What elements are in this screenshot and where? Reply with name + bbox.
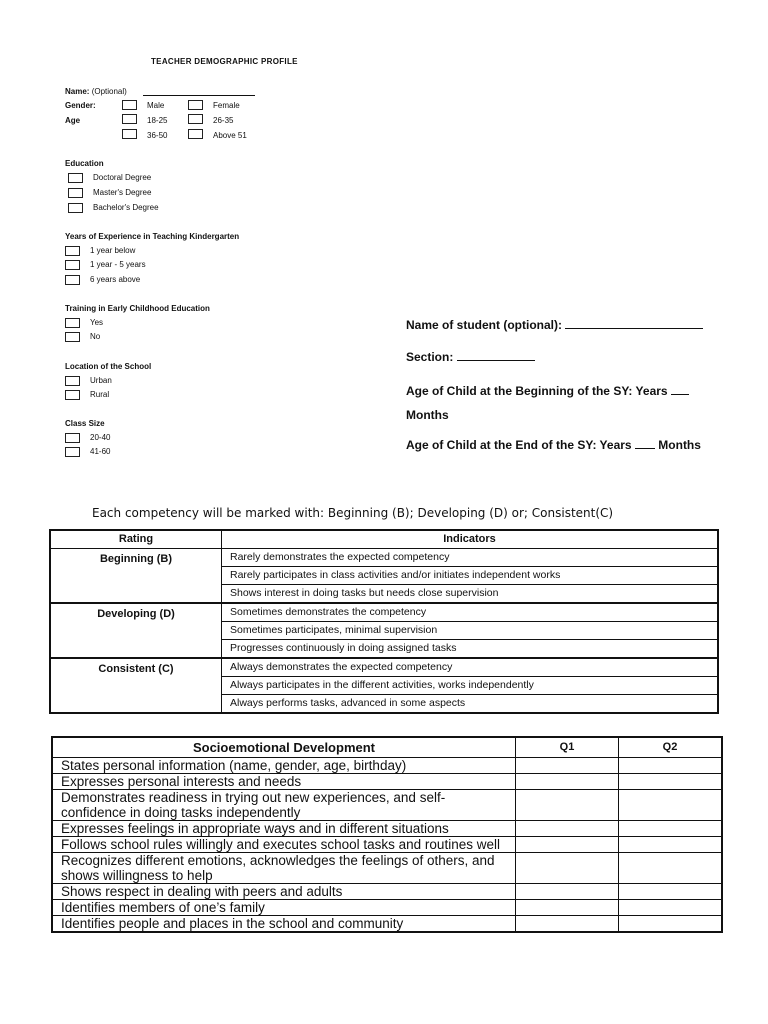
age-begin-label: Age of Child at the Beginning of the SY: Years: [406, 384, 668, 398]
socio-header-row: [52, 737, 722, 758]
checkbox-rural[interactable]: [65, 390, 80, 400]
name-line[interactable]: [143, 95, 255, 96]
label-female: Female: [213, 101, 240, 110]
checkbox-age-18-25[interactable]: [122, 114, 137, 124]
age-end-label: Age of Child at the End of the SY: Years: [406, 438, 632, 452]
label-exp-3: 6 years above: [90, 275, 141, 284]
socio-row: [52, 758, 722, 774]
label-training-yes: Yes: [90, 318, 104, 327]
section-row: [406, 348, 535, 364]
rating-developing: Developing (D): [50, 603, 222, 658]
checkbox-age-36-50[interactable]: [122, 129, 137, 139]
label-age-26-35: 26-35: [213, 116, 234, 125]
label-size-41-60: 41-60: [90, 447, 111, 456]
q1-cell[interactable]: [516, 821, 619, 837]
indicator: Sometimes participates, minimal supervision: [222, 622, 719, 640]
legend-note: Each competency will be marked with: Beginning (B); Developing (D) or; Consistent(C): [92, 506, 614, 520]
indicator: Rarely participates in class activities and/or initiates independent works: [222, 567, 719, 585]
checkbox-size-41-60[interactable]: [65, 447, 80, 457]
indicator: Always demonstrates the expected competency: [222, 658, 719, 677]
rating-row: [50, 658, 718, 677]
age-begin-months: Months: [406, 408, 449, 422]
socio-row: [52, 916, 722, 933]
name-optional: (Optional): [91, 87, 127, 96]
indicator: Rarely demonstrates the expected competency: [222, 549, 719, 567]
checkbox-age-26-35[interactable]: [188, 114, 203, 124]
rating-consistent: Consistent (C): [50, 658, 222, 713]
q1-cell[interactable]: [516, 900, 619, 916]
age-begin-row: [406, 382, 689, 398]
competency: Follows school rules willingly and executes school tasks and routines well: [52, 837, 516, 853]
age-end-years-line[interactable]: [635, 436, 655, 449]
q1-cell[interactable]: [516, 853, 619, 884]
checkbox-bachelors[interactable]: [68, 203, 83, 213]
competency: Demonstrates readiness in trying out new experiences, and self-confidence in doing tasks independently: [52, 790, 516, 821]
q1-cell[interactable]: [516, 916, 619, 933]
label-age-36-50: 36-50: [147, 131, 168, 140]
section-line[interactable]: [457, 348, 535, 361]
label-exp-1: 1 year below: [90, 246, 136, 255]
age-end-months: Months: [658, 438, 701, 452]
q2-cell[interactable]: [619, 916, 723, 933]
label-rural: Rural: [90, 390, 110, 399]
checkbox-female[interactable]: [188, 100, 203, 110]
q2-cell[interactable]: [619, 884, 723, 900]
name-label: Name:: [65, 87, 90, 96]
q2-cell[interactable]: [619, 837, 723, 853]
socio-row: [52, 790, 722, 821]
rating-header-row: [50, 530, 718, 549]
label-male: Male: [147, 101, 165, 110]
competency: Identifies people and places in the school and community: [52, 916, 516, 933]
competency: Recognizes different emotions, acknowledges the feelings of others, and shows willingness to help: [52, 853, 516, 884]
checkbox-age-above-51[interactable]: [188, 129, 203, 139]
indicator: Sometimes demonstrates the competency: [222, 603, 719, 622]
socio-row: [52, 821, 722, 837]
q2-cell[interactable]: [619, 821, 723, 837]
rating-header: Rating: [50, 530, 222, 549]
q2-cell[interactable]: [619, 758, 723, 774]
label-urban: Urban: [90, 376, 112, 385]
indicators-header: Indicators: [222, 530, 719, 549]
q1-cell[interactable]: [516, 884, 619, 900]
training-label: Training in Early Childhood Education: [65, 304, 210, 313]
indicator: Progresses continuously in doing assigned tasks: [222, 640, 719, 659]
student-name-line[interactable]: [565, 316, 703, 329]
age-begin-years-line[interactable]: [671, 382, 689, 395]
rating-beginning: Beginning (B): [50, 549, 222, 604]
checkbox-urban[interactable]: [65, 376, 80, 386]
socio-row: [52, 837, 722, 853]
q1-cell[interactable]: [516, 790, 619, 821]
education-label: Education: [65, 159, 104, 168]
socio-row: [52, 900, 722, 916]
competency: Shows respect in dealing with peers and adults: [52, 884, 516, 900]
socio-row: [52, 884, 722, 900]
q1-cell[interactable]: [516, 758, 619, 774]
q2-cell[interactable]: [619, 790, 723, 821]
checkbox-masters[interactable]: [68, 188, 83, 198]
checkbox-training-yes[interactable]: [65, 318, 80, 328]
label-exp-2: 1 year - 5 years: [90, 260, 146, 269]
q2-header: Q2: [619, 737, 723, 758]
checkbox-doctoral[interactable]: [68, 173, 83, 183]
socio-row: [52, 853, 722, 884]
competency: Expresses personal interests and needs: [52, 774, 516, 790]
name-field: [65, 87, 127, 96]
indicator: Shows interest in doing tasks but needs close supervision: [222, 585, 719, 604]
competency: States personal information (name, gender, age, birthday): [52, 758, 516, 774]
indicator: Always performs tasks, advanced in some aspects: [222, 695, 719, 714]
q1-cell[interactable]: [516, 837, 619, 853]
rating-row: [50, 549, 718, 567]
q1-header: Q1: [516, 737, 619, 758]
checkbox-exp-3[interactable]: [65, 275, 80, 285]
checkbox-male[interactable]: [122, 100, 137, 110]
student-name-label: Name of student (optional):: [406, 318, 562, 332]
section-label: Section:: [406, 350, 454, 364]
checkbox-training-no[interactable]: [65, 332, 80, 342]
student-name-row: [406, 316, 703, 332]
gender-label: Gender:: [65, 101, 96, 110]
classsize-label: Class Size: [65, 419, 105, 428]
label-age-above-51: Above 51: [213, 131, 247, 140]
q2-cell[interactable]: [619, 853, 723, 884]
competency: Expresses feelings in appropriate ways and in different situations: [52, 821, 516, 837]
competency: Identifies members of one’s family: [52, 900, 516, 916]
profile-title: TEACHER DEMOGRAPHIC PROFILE: [151, 57, 298, 66]
checkbox-size-20-40[interactable]: [65, 433, 80, 443]
label-masters: Master's Degree: [93, 188, 152, 197]
rating-table: [49, 529, 719, 714]
age-end-row: [406, 436, 701, 452]
indicator: Always participates in the different activities, works independently: [222, 677, 719, 695]
label-age-18-25: 18-25: [147, 116, 168, 125]
q1-cell[interactable]: [516, 774, 619, 790]
checkbox-exp-1[interactable]: [65, 246, 80, 256]
label-doctoral: Doctoral Degree: [93, 173, 152, 182]
socioemotional-table: [51, 736, 723, 933]
label-bachelors: Bachelor's Degree: [93, 203, 159, 212]
rating-row: [50, 603, 718, 622]
location-label: Location of the School: [65, 362, 152, 371]
experience-label: Years of Experience in Teaching Kindergarten: [65, 232, 240, 241]
checkbox-exp-2[interactable]: [65, 260, 80, 270]
label-size-20-40: 20-40: [90, 433, 111, 442]
label-training-no: No: [90, 332, 101, 341]
socio-row: [52, 774, 722, 790]
socio-header: Socioemotional Development: [52, 737, 516, 758]
age-label: Age: [65, 116, 81, 125]
q2-cell[interactable]: [619, 774, 723, 790]
q2-cell[interactable]: [619, 900, 723, 916]
